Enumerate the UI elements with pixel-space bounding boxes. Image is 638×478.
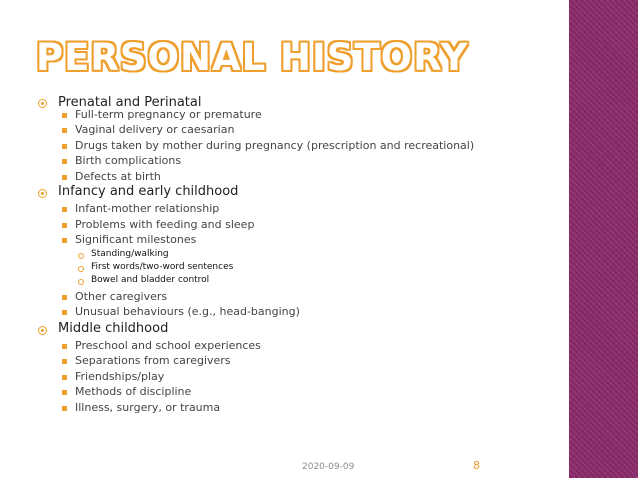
square-bullet-icon	[62, 144, 67, 149]
square-bullet-icon	[62, 238, 67, 243]
list-item: Full-term pregnancy or premature	[75, 108, 262, 121]
square-bullet-icon	[62, 207, 67, 212]
square-bullet-icon	[62, 128, 67, 133]
square-bullet-icon	[62, 359, 67, 364]
list-item: Birth complications	[75, 154, 182, 167]
square-bullet-icon	[62, 223, 67, 228]
list-item: Friendships/play	[75, 370, 165, 383]
square-bullet-icon	[62, 344, 67, 349]
square-bullet-icon	[62, 175, 67, 180]
section-heading: Infancy and early childhood	[58, 184, 239, 199]
list-item: Problems with feeding and sleep	[75, 218, 255, 231]
section-heading: Prenatal and Perinatal	[58, 95, 202, 110]
list-item: Methods of discipline	[75, 385, 192, 398]
square-bullet-icon	[62, 113, 67, 118]
list-item: Defects at birth	[75, 170, 161, 183]
circle-bullet-icon	[78, 279, 84, 285]
slide-number: 8	[473, 459, 480, 472]
list-item: Significant milestones	[75, 233, 197, 246]
decorative-side-panel	[569, 0, 638, 478]
square-bullet-icon	[62, 390, 67, 395]
footer-date: 2020-09-09	[302, 462, 355, 472]
section-bullet-icon	[38, 189, 47, 198]
sub-list-item: First words/two-word sentences	[91, 262, 234, 272]
section-bullet-icon	[38, 99, 47, 108]
sub-list-item: Bowel and bladder control	[91, 275, 210, 285]
square-bullet-icon	[62, 406, 67, 411]
square-bullet-icon	[62, 310, 67, 315]
slide-title: PERSONAL HISTORY	[36, 36, 469, 79]
sub-list-item: Standing/walking	[91, 249, 169, 259]
list-item: Separations from caregivers	[75, 354, 231, 367]
list-item: Vaginal delivery or caesarian	[75, 123, 235, 136]
list-item: Preschool and school experiences	[75, 339, 261, 352]
list-item: Unusual behaviours (e.g., head-banging)	[75, 305, 300, 318]
circle-bullet-icon	[78, 266, 84, 272]
list-item: Drugs taken by mother during pregnancy (prescription and recreational)	[75, 139, 475, 152]
section-bullet-icon	[38, 326, 47, 335]
section-heading: Middle childhood	[58, 321, 169, 336]
square-bullet-icon	[62, 295, 67, 300]
circle-bullet-icon	[78, 253, 84, 259]
list-item: Infant-mother relationship	[75, 202, 220, 215]
list-item: Other caregivers	[75, 290, 168, 303]
list-item: Illness, surgery, or trauma	[75, 401, 221, 414]
square-bullet-icon	[62, 375, 67, 380]
square-bullet-icon	[62, 159, 67, 164]
